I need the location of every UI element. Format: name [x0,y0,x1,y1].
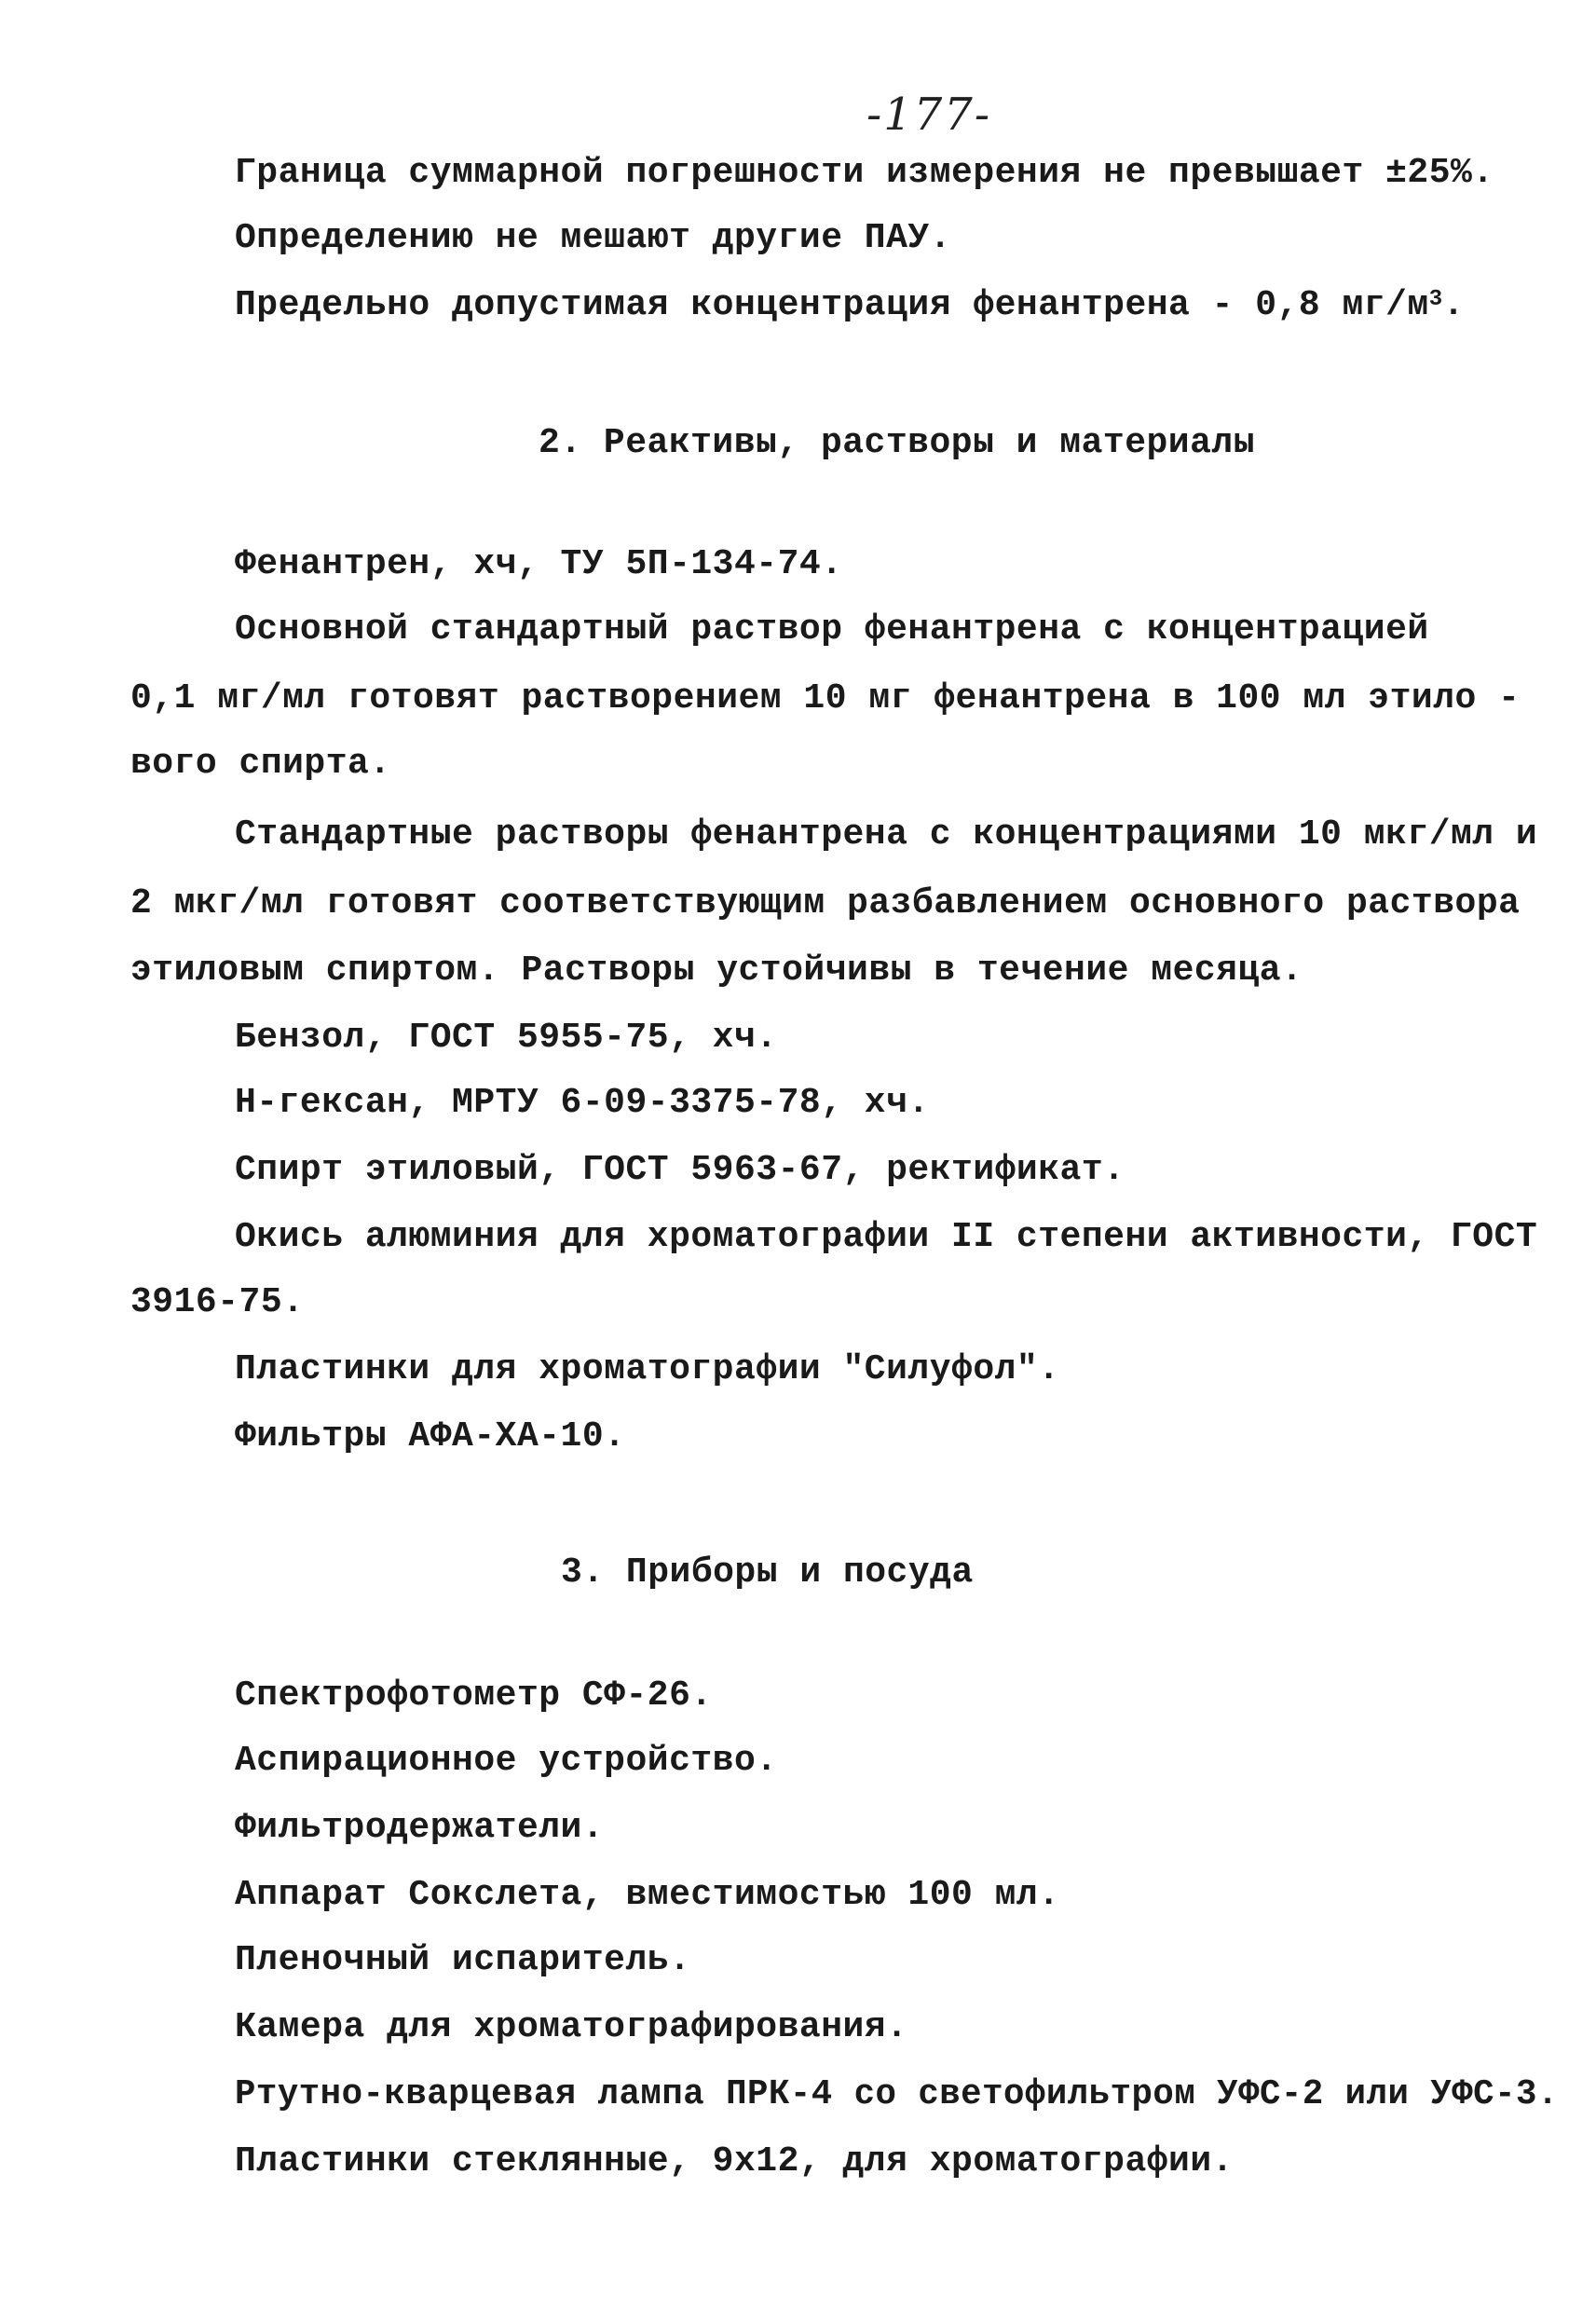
section-3-item-spectrophotometer: Спектрофотометр СФ-26. [235,1675,713,1716]
section-3-item-lamp: Ртутно-кварцевая лампа ПРК-4 со светофильтром УФС-2 или УФС-3. [235,2074,1559,2114]
intro-mac-text: Предельно допустимая концентрация фенантрена - 0,8 мг/м [235,285,1429,325]
section-3-item-evaporator: Пленочный испаритель. [235,1940,691,1980]
section-2-item-ethanol: Спирт этиловый, ГОСТ 5963-67, ректификат. [235,1150,1125,1190]
section-2-item-alumina-line1: Окись алюминия для хроматографии II степени активности, ГОСТ [235,1217,1538,1257]
section-2-item-filters: Фильтры АФА-ХА-10. [235,1416,626,1456]
section-3-item-soxhlet: Аппарат Сокслета, вместимостью 100 мл. [235,1875,1060,1915]
section-3-heading: 3. Приборы и посуда [561,1552,974,1593]
section-3-item-filter-holders: Фильтродержатели. [235,1808,605,1848]
section-3-item-glass-plates: Пластинки стеклянные, 9х12, для хроматографии. [235,2141,1234,2181]
intro-mac-superscript: 3 [1428,287,1443,312]
page-number: -177- [866,89,992,141]
section-2-para2-line3: этиловым спиртом. Растворы устойчивы в течение месяца. [130,950,1303,991]
intro-line-error: Граница суммарной погрешности измерения не превышает ±25%. [235,153,1494,193]
section-3-item-chamber: Камера для хроматографирования. [235,2007,908,2047]
section-2-para2-line2: 2 мкг/мл готовят соответствующим разбавлением основного раствора [130,883,1521,923]
section-2-para1-line3: вого спирта. [130,744,391,784]
section-2-item-hexane: Н-гексан, МРТУ 6-09-3375-78, хч. [235,1083,930,1123]
intro-line-interference: Определению не мешают другие ПАУ. [235,218,952,258]
section-2-item-benzene: Бензол, ГОСТ 5955-75, хч. [235,1018,778,1058]
section-2-heading: 2. Реактивы, растворы и материалы [539,423,1256,463]
section-2-item-plates: Пластинки для хроматографии "Силуфол". [235,1349,1060,1389]
section-3-item-aspirator: Аспирационное устройство. [235,1741,778,1781]
section-2-para1-line2: 0,1 мг/мл готовят растворением 10 мг фенантрена в 100 мл этило - [130,678,1521,718]
intro-line-mac [235,283,1465,328]
section-2-item-alumina-line2: 3916-75. [130,1282,305,1322]
intro-mac-end: . [1442,285,1465,325]
section-2-para2-line1: Стандартные растворы фенантрена с концентрациями 10 мкг/мл и [235,814,1538,855]
section-2-item-phenanthrene: Фенантрен, хч, ТУ 5П-134-74. [235,544,843,584]
section-2-para1-line1: Основной стандартный раствор фенантрена с концентрацией [235,609,1429,650]
